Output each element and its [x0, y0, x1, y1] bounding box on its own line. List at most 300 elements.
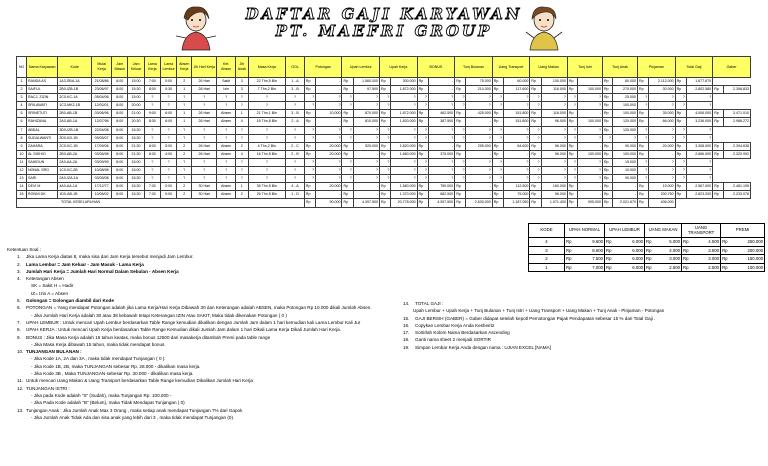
table-cell: ? — [638, 175, 649, 183]
total-label: TOTAL KESELURUHAN — [17, 199, 305, 207]
table-cell: Rp — [417, 86, 428, 94]
table-cell: ? — [602, 134, 612, 142]
table-cell: ? — [577, 102, 602, 110]
total-cell: Rp — [417, 199, 428, 207]
instruction-line — [7, 377, 407, 384]
table-cell: DEVI M — [27, 183, 58, 191]
table-cell: 11 — [17, 158, 27, 166]
table-cell: ? — [567, 102, 577, 110]
table-cell: Rp — [567, 191, 577, 199]
table-cell: ? — [316, 102, 342, 110]
table-cell: 15:30 — [128, 175, 144, 183]
table-cell: 15:00 — [128, 167, 144, 175]
table-cell: 90.000 — [612, 175, 637, 183]
table-cell: Rp — [380, 78, 391, 86]
code-table-cell: 1 — [529, 263, 565, 272]
table-cell: ? — [530, 102, 541, 110]
code-table-cell: 7.500 — [578, 255, 605, 264]
code-table-cell: 150.000 — [734, 255, 765, 264]
table-cell: - — [316, 191, 342, 199]
table-cell: 112.500 — [504, 183, 530, 191]
table-cell: Rp — [602, 94, 612, 102]
table-cell: ? — [177, 158, 192, 166]
table-cell: Rp — [304, 78, 315, 86]
table-cell: ? — [144, 175, 160, 183]
instruction-number: 17. — [403, 330, 410, 336]
instruction-line — [403, 322, 763, 329]
instruction-text: Ganti nama sheet 2 menjadi SORTIR — [415, 337, 492, 343]
table-cell: ? — [686, 158, 712, 166]
instruction-line — [403, 315, 763, 322]
code-table-cell: 9.600 — [578, 238, 605, 247]
table-cell: ? — [380, 102, 391, 110]
table-cell: - — [577, 142, 602, 150]
table-cell: ? — [192, 167, 217, 175]
code-table-cell: Rp — [721, 238, 734, 247]
table-cell: 2 — [177, 191, 192, 199]
table-cell: ? — [286, 167, 305, 175]
table-row — [17, 86, 751, 94]
table-cell: Rp — [342, 183, 353, 191]
title-block — [0, 6, 768, 40]
table-cell: Rp — [567, 150, 577, 158]
instruction-line — [7, 363, 407, 370]
code-table-row — [529, 263, 765, 272]
table-cell: 1.820.000 — [391, 142, 417, 150]
table-cell: 750.000 — [428, 183, 454, 191]
table-cell: - — [466, 191, 492, 199]
table-cell: 8:00 — [112, 191, 128, 199]
instruction-line — [403, 307, 763, 314]
table-cell: Rp — [567, 86, 577, 94]
table-cell: ? — [217, 134, 236, 142]
table-cell: ? — [160, 94, 176, 102]
table-cell: ? — [417, 94, 428, 102]
table-cell: ? — [144, 126, 160, 134]
table-cell: 96.000 — [541, 191, 567, 199]
total-cell: 20.778.000 — [391, 199, 417, 207]
table-cell: Absen — [217, 118, 236, 126]
total-cell: Rp — [380, 199, 391, 207]
table-cell: ? — [286, 126, 305, 134]
code-table-cell: 6.000 — [618, 263, 645, 272]
table-cell: Rp — [602, 150, 612, 158]
code-table-cell: 7.000 — [578, 263, 605, 272]
column-header: Lama Kerja — [144, 57, 160, 78]
table-cell: ? — [192, 175, 217, 183]
total-cell: 4.397.500 — [428, 199, 454, 207]
table-cell: 10/08/98 — [92, 167, 112, 175]
instruction-line — [403, 329, 763, 336]
column-header: Tunj Bulanan — [455, 57, 493, 78]
table-cell: 0:00 — [160, 183, 176, 191]
table-cell: 8:00 — [144, 86, 160, 94]
code-table-cell: Rp — [645, 263, 658, 272]
total-cell: 1.187.050 — [504, 199, 530, 207]
table-cell: - — [316, 118, 342, 126]
column-header: Total Gaji — [675, 57, 713, 78]
table-cell: 60.000 — [612, 78, 637, 86]
table-cell: 26 Hari — [192, 118, 217, 126]
table-cell: - — [353, 150, 379, 158]
table-cell: 03/06/96 — [92, 110, 112, 118]
table-cell: 8 — [17, 134, 27, 142]
instruction-number: 11. — [17, 378, 24, 384]
table-cell: ? — [675, 94, 686, 102]
instruction-number: 3. — [17, 268, 21, 274]
table-cell: 425.000 — [466, 110, 492, 118]
table-cell: Rp — [380, 110, 391, 118]
table-cell: ? — [236, 158, 249, 166]
instruction-line — [7, 348, 407, 355]
table-cell: Rp — [417, 183, 428, 191]
table-cell: 2.394.638 — [724, 142, 751, 150]
table-cell: 21:30 — [128, 150, 144, 158]
table-cell: 60.000 — [504, 78, 530, 86]
table-cell: ? — [192, 158, 217, 166]
total-cell: Rp — [342, 199, 353, 207]
instruction-number: 4. — [17, 276, 21, 282]
table-cell: 462.500 — [428, 110, 454, 118]
table-cell: 8:00 — [112, 175, 128, 183]
table-cell: ? — [380, 175, 391, 183]
code-table-cell: Rp — [682, 246, 695, 255]
table-cell: ? — [686, 167, 712, 175]
table-cell: 20.000 — [649, 142, 675, 150]
table-cell: ? — [686, 126, 712, 134]
table-cell: 7:30 — [144, 191, 160, 199]
instruction-text: IZ= Izin A = Absen — [31, 290, 69, 296]
code-table-cell: 2 — [529, 255, 565, 264]
table-cell: - — [612, 191, 637, 199]
instruction-line — [7, 304, 407, 311]
table-cell: - — [428, 142, 454, 150]
table-cell: 2A0-IZA-1A — [58, 175, 92, 183]
table-cell: Rp — [638, 110, 649, 118]
table-cell: ? — [316, 167, 342, 175]
table-cell: 9 — [17, 142, 27, 150]
table-cell: ? — [638, 94, 649, 102]
code-table-cell: 6.000 — [618, 255, 645, 264]
table-cell: ? — [675, 102, 686, 110]
column-header: Ket. Absen — [217, 57, 236, 78]
table-cell: 2 - B — [286, 150, 305, 158]
table-cell: Rp — [342, 191, 353, 199]
table-cell: ? — [248, 134, 286, 142]
total-row — [17, 199, 751, 207]
table-cell: Rp — [602, 175, 612, 183]
code-table-cell: 6.000 — [618, 238, 645, 247]
table-cell: 15 — [17, 191, 27, 199]
table-cell: ? — [428, 134, 454, 142]
table-cell: 75.000 — [466, 78, 492, 86]
table-cell: ? — [649, 167, 675, 175]
table-cell: 10.000 — [316, 110, 342, 118]
table-cell: ? — [567, 175, 577, 183]
instruction-line — [7, 399, 407, 406]
table-cell: ? — [192, 102, 217, 110]
total-cell: Rp — [638, 199, 649, 207]
table-cell: 15:00 — [128, 158, 144, 166]
table-cell: 21:30 — [128, 142, 144, 150]
table-cell: ? — [160, 134, 176, 142]
code-table-cell: Rp — [645, 246, 658, 255]
table-cell: 03/05/08 — [92, 175, 112, 183]
table-cell: 1 — [17, 78, 27, 86]
table-cell: 15:30 — [128, 183, 144, 191]
table-row — [17, 183, 751, 191]
table-cell: 100.000 — [577, 86, 602, 94]
instruction-text: Keterangan Absen — [26, 276, 64, 282]
table-cell: 96.000 — [541, 118, 567, 126]
instruction-number: 1. — [17, 254, 21, 260]
table-cell: ? — [577, 134, 602, 142]
table-cell: 30 Hari — [192, 183, 217, 191]
total-cell: Rp — [492, 199, 503, 207]
table-cell: 4 — [17, 102, 27, 110]
table-cell: Rp — [530, 191, 541, 199]
table-cell: Rp — [380, 183, 391, 191]
table-cell: 12/07/96 — [92, 118, 112, 126]
table-cell: Rp — [602, 167, 612, 175]
instruction-text: Ketentuan Soal : — [7, 247, 41, 252]
table-cell: ? — [504, 102, 530, 110]
instruction-line — [7, 290, 407, 297]
column-header: Uang Makan — [530, 57, 568, 78]
code-table-row — [529, 255, 765, 264]
table-cell: Rp — [492, 110, 503, 118]
table-cell: - — [316, 78, 342, 86]
table-cell: ? — [417, 175, 428, 183]
table-cell: ? — [217, 175, 236, 183]
table-cell: Rp — [530, 78, 541, 86]
table-cell: ? — [217, 167, 236, 175]
table-cell: 2 — [177, 78, 192, 86]
table-cell: Rp — [304, 86, 315, 94]
table-cell: ? — [316, 94, 342, 102]
table-cell: ? — [353, 167, 379, 175]
table-cell: 35.000 — [649, 110, 675, 118]
table-cell: Rp — [380, 191, 391, 199]
instruction-line — [7, 334, 407, 341]
instruction-text: - Jika Jumlah Hari Kerja adalah 30 atau 38 kebawah tetapi Keterangan IZIN Atau SAKIT, Maka tidak dikenakan Potongan ( 0 ) — [31, 312, 287, 318]
table-cell: ? — [353, 175, 379, 183]
table-cell: ? — [342, 102, 353, 110]
instruction-number: 16. — [403, 322, 410, 328]
table-cell: ? — [541, 102, 567, 110]
table-cell: ? — [236, 175, 249, 183]
instruction-text: Golongan = Golongan diambil dari Kode — [26, 298, 114, 304]
code-range-table — [528, 223, 765, 272]
instruction-number: 8. — [17, 327, 21, 333]
table-cell: 2.481.195 — [724, 183, 751, 191]
instruction-text: Jumlah Hari Kerja = Jumlah Hari Normal Dalam Sebulan - Absen Kerja — [26, 268, 179, 274]
table-cell: Rp — [567, 110, 577, 118]
column-header: Upah Lembur — [342, 57, 380, 78]
instruction-line — [7, 312, 407, 319]
table-cell: 870.000 — [353, 110, 379, 118]
code-column-header: UPAH NORMAL — [565, 224, 605, 238]
instruction-line — [403, 300, 763, 307]
table-cell: ? — [530, 134, 541, 142]
table-cell: ? — [144, 102, 160, 110]
table-cell: ? — [380, 134, 391, 142]
table-cell: ? — [248, 158, 286, 166]
table-cell: 1.677.670 — [686, 78, 712, 86]
table-cell: 7:30 — [144, 183, 160, 191]
table-cell: ? — [649, 175, 675, 183]
table-cell: ? — [342, 126, 353, 134]
table-cell: 160.000 — [541, 183, 567, 191]
table-cell: SRINETUTI — [27, 110, 58, 118]
table-cell: 100.000 — [577, 150, 602, 158]
table-cell: 2D0-KD-1B — [58, 134, 92, 142]
total-cell: 2.021.670 — [612, 199, 637, 207]
table-cell: ? — [649, 158, 675, 166]
column-header: BONUS — [417, 57, 455, 78]
table-cell: 210.000 — [466, 86, 492, 94]
table-row — [17, 94, 751, 102]
table-cell: Rp — [675, 150, 686, 158]
instruction-line — [7, 370, 407, 377]
table-cell: - — [577, 183, 602, 191]
table-cell: Rp — [530, 142, 541, 150]
table-cell: ? — [236, 134, 249, 142]
code-table-cell: Rp — [721, 255, 734, 264]
table-row — [17, 110, 751, 118]
table-cell: 2 — [17, 86, 27, 94]
column-header: GOL — [286, 57, 305, 78]
table-cell: ? — [304, 94, 315, 102]
column-header: Uang Transport — [492, 57, 530, 78]
table-cell: Rp — [675, 86, 686, 94]
table-cell: ? — [417, 167, 428, 175]
table-row — [17, 175, 751, 183]
code-table-cell: 6.000 — [618, 246, 645, 255]
table-cell: 1.560.000 — [391, 183, 417, 191]
table-cell: Rp — [304, 183, 315, 191]
table-cell: 15:30 — [128, 126, 144, 134]
table-cell: 23/06/97 — [92, 86, 112, 94]
table-cell: ? — [530, 167, 541, 175]
table-cell: Rp — [417, 150, 428, 158]
table-cell: - — [353, 183, 379, 191]
table-cell: Rp — [380, 86, 391, 94]
table-cell: ? — [217, 126, 236, 134]
table-row — [17, 118, 751, 126]
table-cell: 2 — [177, 183, 192, 191]
column-header: Gaber — [713, 57, 751, 78]
instruction-text: Lama Lembur = Jam Keluar - Jam Masuk - Lama Kerja — [26, 261, 144, 267]
table-cell: 8:00 — [112, 102, 128, 110]
table-cell: ? — [192, 126, 217, 134]
code-table-cell: Rp — [565, 255, 578, 264]
total-cell: 90.000 — [316, 199, 342, 207]
table-cell: 21:00 — [128, 110, 144, 118]
table-cell: Absen — [217, 150, 236, 158]
table-cell: Rp — [638, 142, 649, 150]
table-cell: 4 — [236, 150, 249, 158]
instruction-text: Sortirlah Kolom Nama Berdasarkan Ascending — [415, 330, 510, 336]
table-cell: ? — [675, 134, 686, 142]
table-cell: Rp — [380, 150, 391, 158]
table-cell: ? — [567, 134, 577, 142]
table-cell: ? — [504, 175, 530, 183]
table-cell: ? — [466, 175, 492, 183]
code-table-cell: Rp — [565, 238, 578, 247]
table-cell: 270.000 — [612, 86, 637, 94]
table-cell: 20:30 — [128, 118, 144, 126]
table-cell: 1.370.000 — [391, 191, 417, 199]
table-cell: ? — [380, 158, 391, 166]
table-cell: 2.233.078 — [724, 191, 751, 199]
table-cell: ? — [160, 167, 176, 175]
table-cell: 16 Thn,8 Bln — [248, 118, 286, 126]
table-cell: 117.600 — [504, 86, 530, 94]
instruction-number: 12. — [17, 385, 24, 391]
table-cell: 26 Hari — [192, 78, 217, 86]
column-header: Tunj Istri — [567, 57, 602, 78]
table-cell: ? — [492, 158, 503, 166]
instruction-text: UPAH LEMBUR : Untuk mencari Upah Lembur berdasarkan Table Range kemudian dikalikan dengan Jumlah Jam dalam 1 hari kemudian kali Lama Lembur Kali Jur — [26, 319, 361, 325]
table-cell: 2.823.200 — [686, 191, 712, 199]
instruction-number: 18. — [403, 337, 410, 343]
code-table-row — [529, 238, 765, 247]
table-cell: ? — [391, 94, 417, 102]
table-cell: ? — [286, 102, 305, 110]
table-cell: 810.000 — [353, 118, 379, 126]
instruction-line — [7, 297, 407, 304]
table-cell: ? — [144, 94, 160, 102]
code-table-cell: 250.000 — [734, 238, 765, 247]
instruction-number: 6. — [17, 305, 21, 311]
instruction-text: - Jika Kode 3B , Maka TUNJANGAN sebesar Rp. 30.000 - dikalikan masa kerja. — [31, 371, 194, 377]
table-cell: Rp — [455, 183, 466, 191]
table-cell: ? — [192, 134, 217, 142]
table-cell: ? — [428, 158, 454, 166]
instruction-text: - Jika pada Kode adalah "S" (Sudah), maka Tunjangan Rp. 100.000 - — [31, 392, 172, 398]
table-cell: 96.000 — [541, 150, 567, 158]
table-cell: 75.000 — [504, 191, 530, 199]
table-cell: SARI — [27, 175, 58, 183]
table-cell: 2C0-KC-1A — [58, 94, 92, 102]
table-cell: ? — [541, 126, 567, 134]
column-header: Jam Masuk — [112, 57, 128, 78]
table-cell: NONAL SRG — [27, 167, 58, 175]
table-row — [17, 134, 751, 142]
table-cell: Rp — [602, 118, 612, 126]
table-cell: - — [466, 150, 492, 158]
instruction-line — [7, 319, 407, 326]
table-cell: SUDALWANTI — [27, 134, 58, 142]
instruction-text: Copykan Lembar Kerja Anda Kesheet2 — [415, 322, 495, 328]
table-cell: 2.802.580 — [686, 86, 712, 94]
table-cell: 100.000 — [612, 110, 637, 118]
table-cell: 116.000 — [541, 86, 567, 94]
table-cell: 3 — [236, 86, 249, 94]
table-cell: ? — [342, 167, 353, 175]
table-cell: ? — [177, 167, 192, 175]
code-table-cell: Rp — [605, 246, 618, 255]
table-cell: - — [353, 191, 379, 199]
code-table-cell: Rp — [645, 255, 658, 264]
table-cell: ? — [391, 134, 417, 142]
table-cell: 1 — [236, 110, 249, 118]
table-cell: Rp — [638, 86, 649, 94]
table-cell: 8:00 — [144, 142, 160, 150]
table-cell: 1 - D — [286, 191, 305, 199]
code-table-cell: Rp — [682, 255, 695, 264]
